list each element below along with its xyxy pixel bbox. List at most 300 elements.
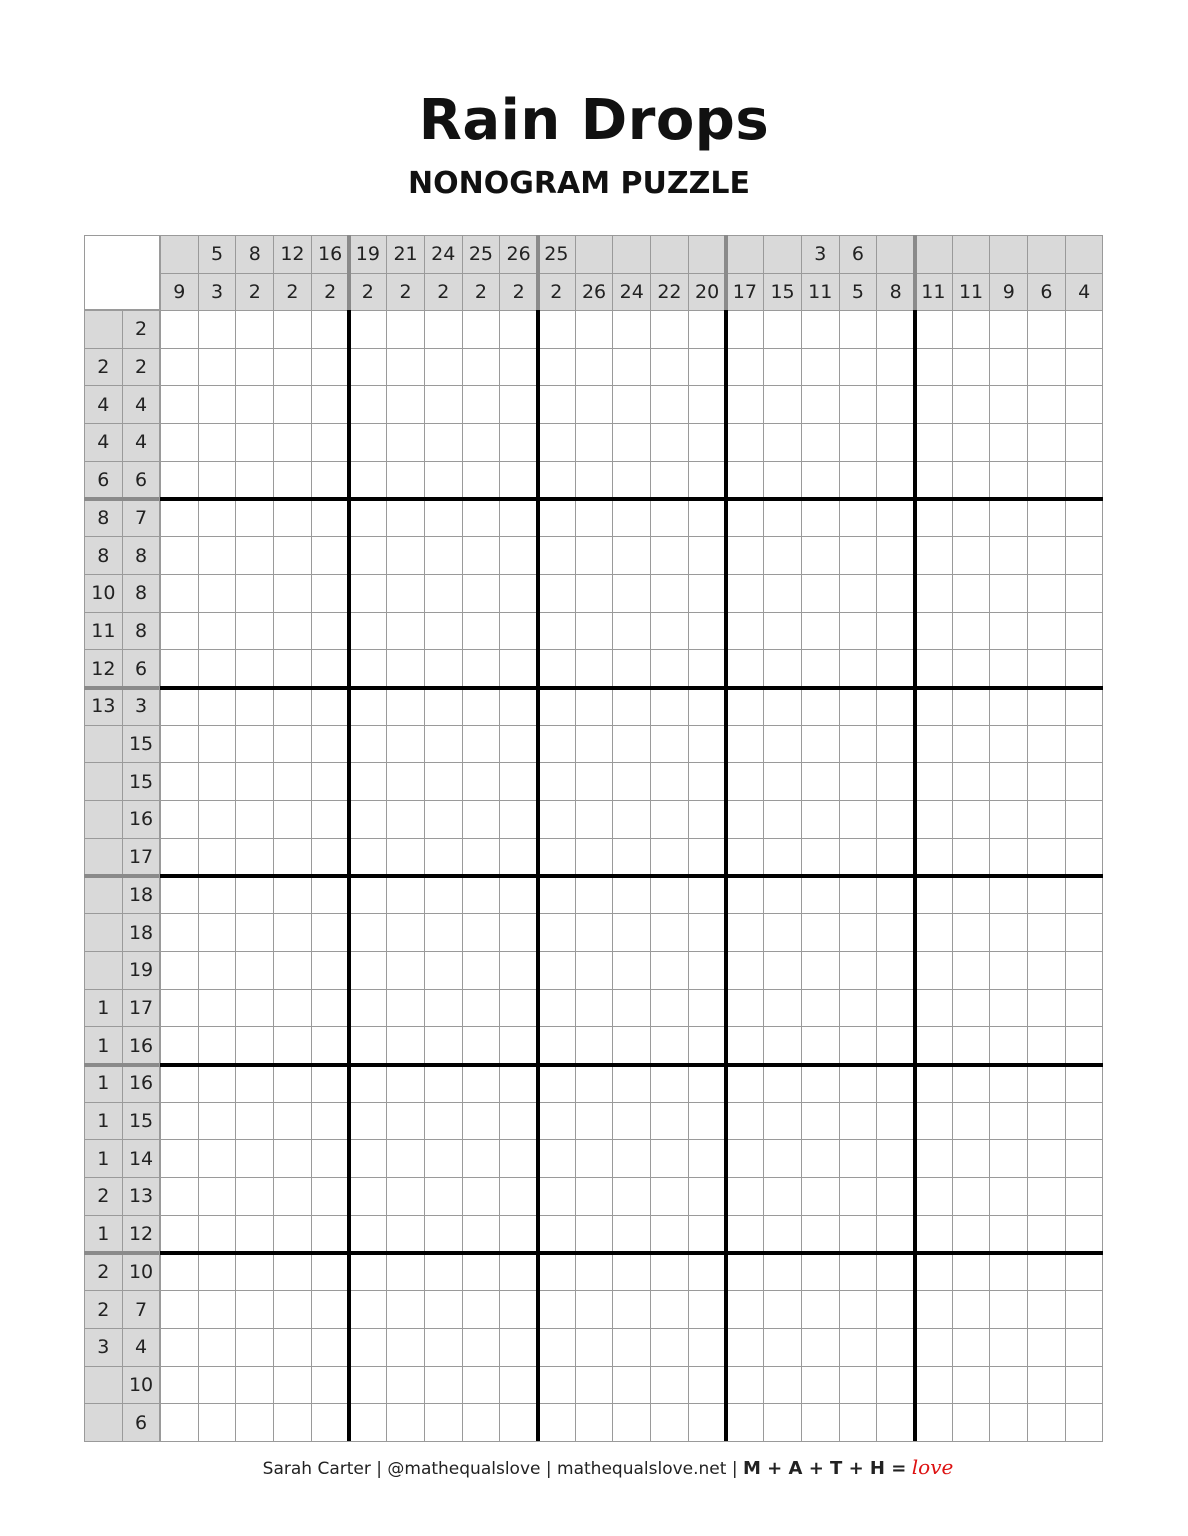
grid-cell[interactable] xyxy=(650,687,689,726)
grid-cell[interactable] xyxy=(1065,1064,1104,1103)
grid-cell[interactable] xyxy=(839,1328,878,1367)
grid-cell[interactable] xyxy=(914,725,953,764)
grid-cell[interactable] xyxy=(386,348,425,387)
grid-cell[interactable] xyxy=(989,1290,1028,1329)
grid-cell[interactable] xyxy=(1065,310,1104,349)
grid-cell[interactable] xyxy=(386,1253,425,1292)
grid-cell[interactable] xyxy=(763,876,802,915)
grid-cell[interactable] xyxy=(462,800,501,839)
grid-cell[interactable] xyxy=(952,1064,991,1103)
grid-cell[interactable] xyxy=(914,1215,953,1254)
grid-cell[interactable] xyxy=(952,348,991,387)
grid-cell[interactable] xyxy=(424,1215,463,1254)
grid-cell[interactable] xyxy=(1065,1290,1104,1329)
grid-cell[interactable] xyxy=(160,461,199,500)
grid-cell[interactable] xyxy=(198,725,237,764)
grid-cell[interactable] xyxy=(876,1139,915,1178)
grid-cell[interactable] xyxy=(839,838,878,877)
grid-cell[interactable] xyxy=(839,612,878,651)
grid-cell[interactable] xyxy=(876,461,915,500)
grid-cell[interactable] xyxy=(386,499,425,538)
grid-cell[interactable] xyxy=(198,461,237,500)
grid-cell[interactable] xyxy=(424,536,463,575)
grid-cell[interactable] xyxy=(839,1177,878,1216)
grid-cell[interactable] xyxy=(424,348,463,387)
grid-cell[interactable] xyxy=(537,876,576,915)
grid-cell[interactable] xyxy=(386,1064,425,1103)
grid-cell[interactable] xyxy=(989,574,1028,613)
grid-cell[interactable] xyxy=(273,1403,312,1442)
grid-cell[interactable] xyxy=(235,1328,274,1367)
grid-cell[interactable] xyxy=(612,1102,651,1141)
grid-cell[interactable] xyxy=(462,725,501,764)
grid-cell[interactable] xyxy=(462,1139,501,1178)
grid-cell[interactable] xyxy=(537,1177,576,1216)
grid-cell[interactable] xyxy=(914,1177,953,1216)
grid-cell[interactable] xyxy=(575,951,614,990)
grid-cell[interactable] xyxy=(726,989,765,1028)
grid-cell[interactable] xyxy=(424,687,463,726)
grid-cell[interactable] xyxy=(650,310,689,349)
grid-cell[interactable] xyxy=(462,913,501,952)
grid-cell[interactable] xyxy=(1065,385,1104,424)
grid-cell[interactable] xyxy=(914,1102,953,1141)
grid-cell[interactable] xyxy=(914,649,953,688)
grid-cell[interactable] xyxy=(1027,1215,1066,1254)
grid-cell[interactable] xyxy=(612,838,651,877)
grid-cell[interactable] xyxy=(386,1403,425,1442)
grid-cell[interactable] xyxy=(349,762,388,801)
grid-cell[interactable] xyxy=(914,762,953,801)
grid-cell[interactable] xyxy=(914,989,953,1028)
grid-cell[interactable] xyxy=(386,687,425,726)
grid-cell[interactable] xyxy=(160,913,199,952)
grid-cell[interactable] xyxy=(499,612,538,651)
grid-cell[interactable] xyxy=(1065,536,1104,575)
grid-cell[interactable] xyxy=(386,1290,425,1329)
grid-cell[interactable] xyxy=(1027,612,1066,651)
grid-cell[interactable] xyxy=(160,1253,199,1292)
grid-cell[interactable] xyxy=(1027,536,1066,575)
grid-cell[interactable] xyxy=(989,951,1028,990)
grid-cell[interactable] xyxy=(575,574,614,613)
grid-cell[interactable] xyxy=(876,1328,915,1367)
grid-cell[interactable] xyxy=(462,989,501,1028)
grid-cell[interactable] xyxy=(273,800,312,839)
grid-cell[interactable] xyxy=(876,536,915,575)
grid-cell[interactable] xyxy=(989,876,1028,915)
grid-cell[interactable] xyxy=(462,1215,501,1254)
grid-cell[interactable] xyxy=(198,687,237,726)
grid-cell[interactable] xyxy=(763,838,802,877)
grid-cell[interactable] xyxy=(198,612,237,651)
grid-cell[interactable] xyxy=(1027,649,1066,688)
grid-cell[interactable] xyxy=(1065,876,1104,915)
grid-cell[interactable] xyxy=(876,1177,915,1216)
grid-cell[interactable] xyxy=(462,574,501,613)
grid-cell[interactable] xyxy=(424,1253,463,1292)
grid-cell[interactable] xyxy=(688,1253,727,1292)
grid-cell[interactable] xyxy=(273,1290,312,1329)
grid-cell[interactable] xyxy=(575,1177,614,1216)
grid-cell[interactable] xyxy=(160,838,199,877)
grid-cell[interactable] xyxy=(688,1366,727,1405)
grid-cell[interactable] xyxy=(575,1215,614,1254)
grid-cell[interactable] xyxy=(688,536,727,575)
grid-cell[interactable] xyxy=(914,310,953,349)
grid-cell[interactable] xyxy=(688,310,727,349)
grid-cell[interactable] xyxy=(801,1064,840,1103)
grid-cell[interactable] xyxy=(537,989,576,1028)
grid-cell[interactable] xyxy=(424,499,463,538)
grid-cell[interactable] xyxy=(763,762,802,801)
grid-cell[interactable] xyxy=(160,499,199,538)
grid-cell[interactable] xyxy=(839,423,878,462)
grid-cell[interactable] xyxy=(273,499,312,538)
grid-cell[interactable] xyxy=(424,762,463,801)
grid-cell[interactable] xyxy=(349,989,388,1028)
grid-cell[interactable] xyxy=(235,913,274,952)
grid-cell[interactable] xyxy=(612,499,651,538)
grid-cell[interactable] xyxy=(499,1139,538,1178)
grid-cell[interactable] xyxy=(952,687,991,726)
grid-cell[interactable] xyxy=(726,1290,765,1329)
grid-cell[interactable] xyxy=(273,1328,312,1367)
grid-cell[interactable] xyxy=(1065,499,1104,538)
grid-cell[interactable] xyxy=(801,348,840,387)
grid-cell[interactable] xyxy=(914,1064,953,1103)
grid-cell[interactable] xyxy=(688,461,727,500)
grid-cell[interactable] xyxy=(311,649,350,688)
grid-cell[interactable] xyxy=(537,423,576,462)
grid-cell[interactable] xyxy=(801,1403,840,1442)
grid-cell[interactable] xyxy=(688,1328,727,1367)
grid-cell[interactable] xyxy=(1065,1102,1104,1141)
grid-cell[interactable] xyxy=(424,461,463,500)
grid-cell[interactable] xyxy=(537,1102,576,1141)
grid-cell[interactable] xyxy=(989,536,1028,575)
grid-cell[interactable] xyxy=(424,1403,463,1442)
grid-cell[interactable] xyxy=(763,687,802,726)
grid-cell[interactable] xyxy=(386,1177,425,1216)
grid-cell[interactable] xyxy=(537,800,576,839)
grid-cell[interactable] xyxy=(198,1177,237,1216)
grid-cell[interactable] xyxy=(989,1139,1028,1178)
grid-cell[interactable] xyxy=(273,1064,312,1103)
grid-cell[interactable] xyxy=(1065,1253,1104,1292)
grid-cell[interactable] xyxy=(575,499,614,538)
grid-cell[interactable] xyxy=(650,461,689,500)
grid-cell[interactable] xyxy=(235,1366,274,1405)
grid-cell[interactable] xyxy=(989,1177,1028,1216)
grid-cell[interactable] xyxy=(235,1102,274,1141)
grid-cell[interactable] xyxy=(499,913,538,952)
grid-cell[interactable] xyxy=(801,1026,840,1065)
grid-cell[interactable] xyxy=(763,1253,802,1292)
grid-cell[interactable] xyxy=(198,1215,237,1254)
grid-cell[interactable] xyxy=(160,1328,199,1367)
grid-cell[interactable] xyxy=(575,461,614,500)
grid-cell[interactable] xyxy=(1065,725,1104,764)
grid-cell[interactable] xyxy=(801,1102,840,1141)
grid-cell[interactable] xyxy=(726,1366,765,1405)
grid-cell[interactable] xyxy=(612,1177,651,1216)
grid-cell[interactable] xyxy=(688,800,727,839)
grid-cell[interactable] xyxy=(273,1102,312,1141)
grid-cell[interactable] xyxy=(650,1253,689,1292)
grid-cell[interactable] xyxy=(311,423,350,462)
grid-cell[interactable] xyxy=(612,423,651,462)
grid-cell[interactable] xyxy=(311,385,350,424)
grid-cell[interactable] xyxy=(839,649,878,688)
grid-cell[interactable] xyxy=(612,800,651,839)
grid-cell[interactable] xyxy=(462,838,501,877)
grid-cell[interactable] xyxy=(801,1215,840,1254)
grid-cell[interactable] xyxy=(575,1328,614,1367)
grid-cell[interactable] xyxy=(575,536,614,575)
grid-cell[interactable] xyxy=(424,838,463,877)
grid-cell[interactable] xyxy=(349,1102,388,1141)
grid-cell[interactable] xyxy=(198,1253,237,1292)
grid-cell[interactable] xyxy=(839,989,878,1028)
grid-cell[interactable] xyxy=(537,612,576,651)
grid-cell[interactable] xyxy=(349,1403,388,1442)
grid-cell[interactable] xyxy=(311,310,350,349)
grid-cell[interactable] xyxy=(839,1139,878,1178)
grid-cell[interactable] xyxy=(386,725,425,764)
grid-cell[interactable] xyxy=(763,800,802,839)
grid-cell[interactable] xyxy=(311,989,350,1028)
grid-cell[interactable] xyxy=(763,536,802,575)
grid-cell[interactable] xyxy=(726,876,765,915)
grid-cell[interactable] xyxy=(952,1328,991,1367)
grid-cell[interactable] xyxy=(349,1064,388,1103)
grid-cell[interactable] xyxy=(1065,649,1104,688)
grid-cell[interactable] xyxy=(273,423,312,462)
grid-cell[interactable] xyxy=(650,1403,689,1442)
grid-cell[interactable] xyxy=(424,1366,463,1405)
grid-cell[interactable] xyxy=(726,1253,765,1292)
grid-cell[interactable] xyxy=(575,1290,614,1329)
grid-cell[interactable] xyxy=(914,913,953,952)
grid-cell[interactable] xyxy=(160,1215,199,1254)
grid-cell[interactable] xyxy=(688,574,727,613)
grid-cell[interactable] xyxy=(273,913,312,952)
grid-cell[interactable] xyxy=(650,725,689,764)
grid-cell[interactable] xyxy=(575,687,614,726)
grid-cell[interactable] xyxy=(1065,1366,1104,1405)
grid-cell[interactable] xyxy=(801,612,840,651)
grid-cell[interactable] xyxy=(763,612,802,651)
grid-cell[interactable] xyxy=(311,1290,350,1329)
grid-cell[interactable] xyxy=(726,1403,765,1442)
grid-cell[interactable] xyxy=(989,1366,1028,1405)
grid-cell[interactable] xyxy=(952,725,991,764)
grid-cell[interactable] xyxy=(876,989,915,1028)
grid-cell[interactable] xyxy=(688,423,727,462)
grid-cell[interactable] xyxy=(726,800,765,839)
grid-cell[interactable] xyxy=(612,310,651,349)
grid-cell[interactable] xyxy=(386,1026,425,1065)
grid-cell[interactable] xyxy=(499,536,538,575)
grid-cell[interactable] xyxy=(839,499,878,538)
grid-cell[interactable] xyxy=(386,762,425,801)
grid-cell[interactable] xyxy=(1065,838,1104,877)
grid-cell[interactable] xyxy=(235,1290,274,1329)
grid-cell[interactable] xyxy=(989,1403,1028,1442)
grid-cell[interactable] xyxy=(650,1177,689,1216)
grid-cell[interactable] xyxy=(914,348,953,387)
grid-cell[interactable] xyxy=(160,876,199,915)
grid-cell[interactable] xyxy=(160,310,199,349)
grid-cell[interactable] xyxy=(462,876,501,915)
grid-cell[interactable] xyxy=(688,1177,727,1216)
grid-cell[interactable] xyxy=(273,385,312,424)
grid-cell[interactable] xyxy=(914,876,953,915)
grid-cell[interactable] xyxy=(612,725,651,764)
grid-cell[interactable] xyxy=(726,1215,765,1254)
grid-cell[interactable] xyxy=(1065,612,1104,651)
grid-cell[interactable] xyxy=(160,1177,199,1216)
grid-cell[interactable] xyxy=(839,1026,878,1065)
grid-cell[interactable] xyxy=(311,1102,350,1141)
grid-cell[interactable] xyxy=(612,649,651,688)
grid-cell[interactable] xyxy=(273,536,312,575)
grid-cell[interactable] xyxy=(952,1102,991,1141)
grid-cell[interactable] xyxy=(575,838,614,877)
grid-cell[interactable] xyxy=(650,1328,689,1367)
grid-cell[interactable] xyxy=(952,838,991,877)
grid-cell[interactable] xyxy=(1027,951,1066,990)
grid-cell[interactable] xyxy=(462,461,501,500)
grid-cell[interactable] xyxy=(839,951,878,990)
grid-cell[interactable] xyxy=(424,1064,463,1103)
grid-cell[interactable] xyxy=(876,762,915,801)
grid-cell[interactable] xyxy=(650,1215,689,1254)
grid-cell[interactable] xyxy=(726,1328,765,1367)
grid-cell[interactable] xyxy=(160,1026,199,1065)
grid-cell[interactable] xyxy=(839,574,878,613)
grid-cell[interactable] xyxy=(650,499,689,538)
grid-cell[interactable] xyxy=(462,385,501,424)
grid-cell[interactable] xyxy=(952,1177,991,1216)
grid-cell[interactable] xyxy=(499,499,538,538)
grid-cell[interactable] xyxy=(198,536,237,575)
grid-cell[interactable] xyxy=(952,1403,991,1442)
grid-cell[interactable] xyxy=(499,1177,538,1216)
grid-cell[interactable] xyxy=(952,574,991,613)
grid-cell[interactable] xyxy=(876,310,915,349)
grid-cell[interactable] xyxy=(612,574,651,613)
grid-cell[interactable] xyxy=(160,348,199,387)
grid-cell[interactable] xyxy=(349,461,388,500)
grid-cell[interactable] xyxy=(688,385,727,424)
grid-cell[interactable] xyxy=(160,385,199,424)
grid-cell[interactable] xyxy=(876,687,915,726)
grid-cell[interactable] xyxy=(650,951,689,990)
grid-cell[interactable] xyxy=(876,1026,915,1065)
grid-cell[interactable] xyxy=(575,1366,614,1405)
grid-cell[interactable] xyxy=(235,612,274,651)
grid-cell[interactable] xyxy=(763,1177,802,1216)
grid-cell[interactable] xyxy=(235,1253,274,1292)
grid-cell[interactable] xyxy=(462,1403,501,1442)
grid-cell[interactable] xyxy=(650,649,689,688)
grid-cell[interactable] xyxy=(386,310,425,349)
grid-cell[interactable] xyxy=(1027,385,1066,424)
grid-cell[interactable] xyxy=(839,1253,878,1292)
grid-cell[interactable] xyxy=(989,612,1028,651)
grid-cell[interactable] xyxy=(1065,1139,1104,1178)
grid-cell[interactable] xyxy=(424,649,463,688)
grid-cell[interactable] xyxy=(1027,499,1066,538)
grid-cell[interactable] xyxy=(386,989,425,1028)
grid-cell[interactable] xyxy=(876,913,915,952)
grid-cell[interactable] xyxy=(688,1290,727,1329)
grid-cell[interactable] xyxy=(198,1290,237,1329)
grid-cell[interactable] xyxy=(311,1253,350,1292)
grid-cell[interactable] xyxy=(801,385,840,424)
grid-cell[interactable] xyxy=(499,1102,538,1141)
grid-cell[interactable] xyxy=(650,1064,689,1103)
grid-cell[interactable] xyxy=(1027,800,1066,839)
grid-cell[interactable] xyxy=(235,951,274,990)
grid-cell[interactable] xyxy=(650,1290,689,1329)
grid-cell[interactable] xyxy=(537,913,576,952)
grid-cell[interactable] xyxy=(650,989,689,1028)
grid-cell[interactable] xyxy=(839,913,878,952)
grid-cell[interactable] xyxy=(499,1328,538,1367)
grid-cell[interactable] xyxy=(612,461,651,500)
grid-cell[interactable] xyxy=(612,536,651,575)
grid-cell[interactable] xyxy=(235,1026,274,1065)
grid-cell[interactable] xyxy=(839,461,878,500)
grid-cell[interactable] xyxy=(876,1064,915,1103)
grid-cell[interactable] xyxy=(349,951,388,990)
grid-cell[interactable] xyxy=(311,1139,350,1178)
grid-cell[interactable] xyxy=(989,725,1028,764)
grid-cell[interactable] xyxy=(311,461,350,500)
grid-cell[interactable] xyxy=(688,1215,727,1254)
grid-cell[interactable] xyxy=(537,1026,576,1065)
grid-cell[interactable] xyxy=(386,1102,425,1141)
grid-cell[interactable] xyxy=(462,687,501,726)
grid-cell[interactable] xyxy=(952,951,991,990)
grid-cell[interactable] xyxy=(876,1253,915,1292)
grid-cell[interactable] xyxy=(311,1403,350,1442)
grid-cell[interactable] xyxy=(1065,800,1104,839)
grid-cell[interactable] xyxy=(499,1403,538,1442)
grid-cell[interactable] xyxy=(160,762,199,801)
grid-cell[interactable] xyxy=(160,649,199,688)
grid-cell[interactable] xyxy=(198,1102,237,1141)
grid-cell[interactable] xyxy=(688,1403,727,1442)
grid-cell[interactable] xyxy=(726,1064,765,1103)
grid-cell[interactable] xyxy=(1027,876,1066,915)
grid-cell[interactable] xyxy=(499,461,538,500)
grid-cell[interactable] xyxy=(876,612,915,651)
grid-cell[interactable] xyxy=(349,499,388,538)
grid-cell[interactable] xyxy=(876,1215,915,1254)
grid-cell[interactable] xyxy=(424,1139,463,1178)
grid-cell[interactable] xyxy=(801,800,840,839)
grid-cell[interactable] xyxy=(386,649,425,688)
grid-cell[interactable] xyxy=(424,913,463,952)
grid-cell[interactable] xyxy=(688,687,727,726)
grid-cell[interactable] xyxy=(952,1253,991,1292)
grid-cell[interactable] xyxy=(801,649,840,688)
grid-cell[interactable] xyxy=(537,461,576,500)
